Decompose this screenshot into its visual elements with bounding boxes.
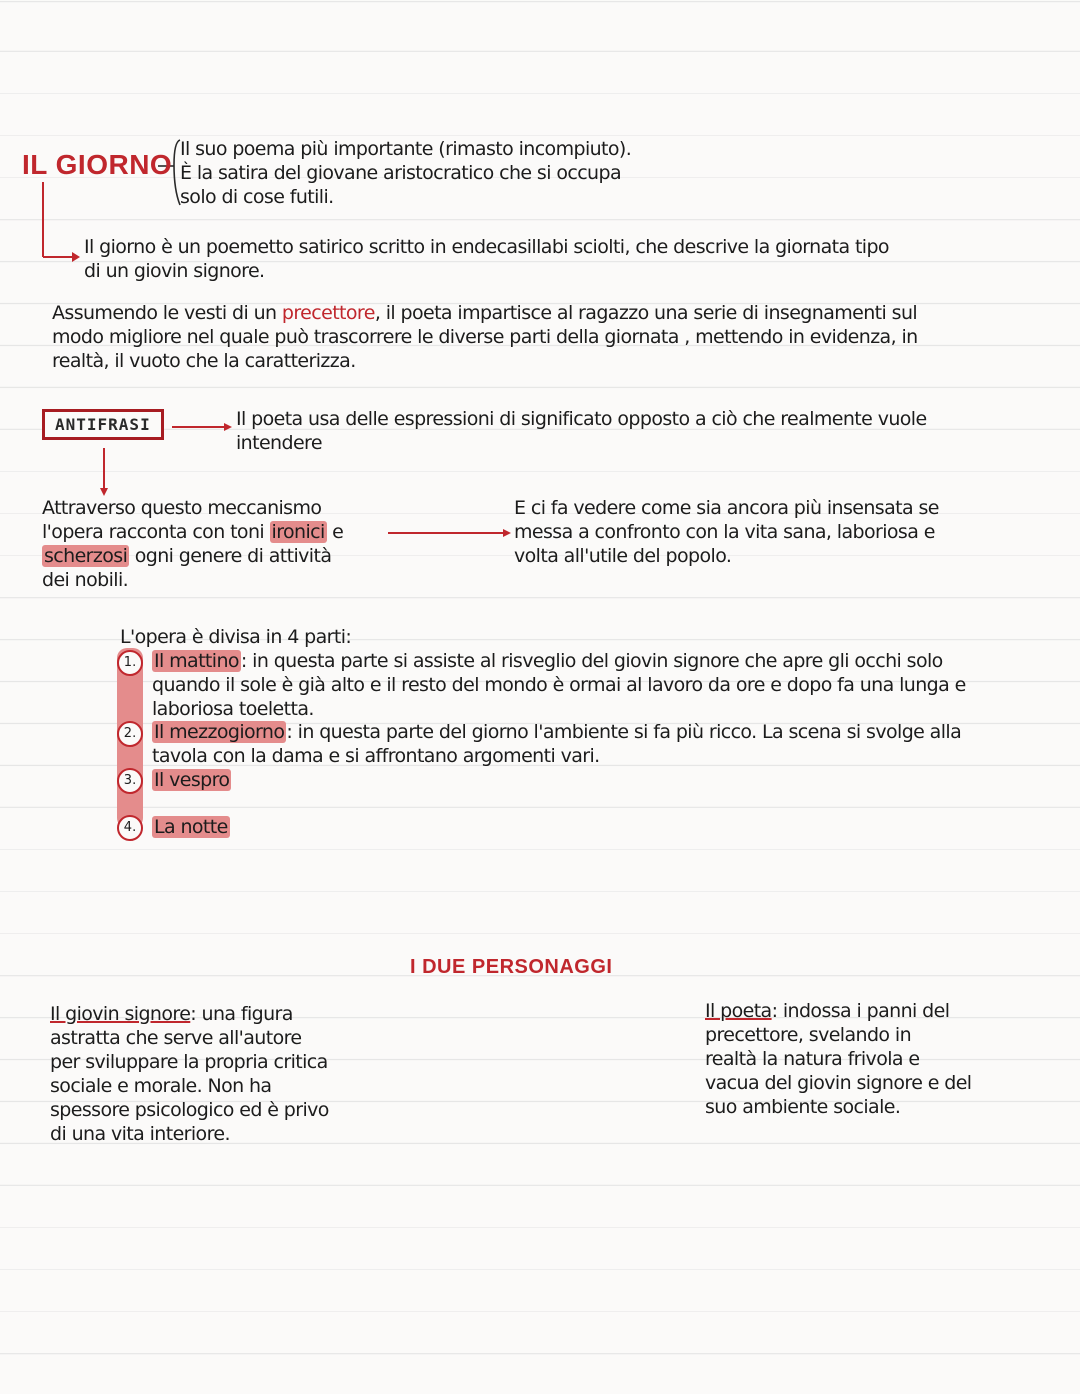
paragraph-line-3: realtà, il vuoto che la caratterizza.: [52, 350, 356, 372]
right-character-2: precettore, svelando in: [705, 1024, 912, 1046]
part-title: Il vespro: [154, 769, 230, 791]
intro-arrowhead: [72, 252, 80, 262]
part-1-line-1: [152, 649, 943, 673]
part-2-line-1: [152, 720, 961, 744]
part-3-line-1: [152, 768, 231, 792]
right-character-1: [705, 999, 949, 1023]
header-note-3: solo di cose futili.: [180, 186, 334, 208]
character-name: Il giovin signore: [50, 1003, 191, 1025]
header-note-2: È la satira del giovane aristocratico che si occupa: [180, 162, 622, 184]
character-text: : una figura: [190, 1003, 293, 1025]
parts-heading: L'opera è divisa in 4 parti:: [120, 626, 352, 648]
part-text: : in questa parte del giorno l'ambiente si fa più ricco. La scena si svolge alla: [286, 721, 962, 743]
paragraph-line-2: modo migliore nel quale può trascorrere le diverse parti della giornata , mettendo in evidenza, in: [52, 326, 918, 348]
left-character-4: sociale e morale. Non ha: [50, 1075, 272, 1097]
paragraph-text: , il poeta impartisce al ragazzo una serie di insegnamenti sul: [374, 302, 918, 324]
right-character-5: suo ambiente sociale.: [705, 1096, 901, 1118]
intro-line-1: Il giorno è un poemetto satirico scritto in endecasillabi sciolti, che descrive la giornata tipo: [84, 236, 889, 258]
mechanism-right-3: volta all'utile del popolo.: [514, 545, 732, 567]
left-character-1: [50, 1002, 293, 1026]
mechanism-left-3: [42, 544, 331, 568]
mechanism-text: ogni genere di attività: [129, 545, 332, 567]
part-number-4: 4.: [117, 815, 143, 841]
mechanism-left-2: [42, 520, 343, 544]
mechanism-text: e: [326, 521, 344, 543]
page-title: IL GIORNO: [22, 149, 173, 180]
part-4-line-1: [152, 815, 230, 839]
left-character-2: astratta che serve all'autore: [50, 1027, 302, 1049]
character-text: : indossa i panni del: [771, 1000, 950, 1022]
ironici-highlight: ironici: [271, 521, 325, 543]
antifrasi-def-2: intendere: [236, 432, 322, 454]
part-text: : in questa parte si assiste al risveglio del giovin signore che apre gli occhi solo: [240, 650, 943, 672]
antifrasi-arrowhead: [224, 423, 232, 431]
part-title: La notte: [154, 816, 228, 838]
mechanism-right-1: E ci fa vedere come sia ancora più insensata se: [514, 497, 939, 519]
left-character-5: spessore psicologico ed è privo: [50, 1099, 329, 1121]
left-character-3: per sviluppare la propria critica: [50, 1051, 328, 1073]
paragraph-text: Assumendo le vesti di un: [52, 302, 282, 324]
character-name: Il poeta: [705, 1000, 772, 1022]
part-title: Il mattino: [154, 650, 239, 672]
characters-heading: I DUE PERSONAGGI: [410, 956, 613, 978]
right-character-4: vacua del giovin signore e del: [705, 1072, 972, 1094]
intro-line-2: di un giovin signore.: [84, 260, 265, 282]
mechanism-left-4: dei nobili.: [42, 569, 129, 591]
antifrasi-def-1: Il poeta usa delle espressioni di significato opposto a ciò che realmente vuole: [236, 408, 927, 430]
right-character-3: realtà la natura frivola e: [705, 1048, 920, 1070]
header-note-1: Il suo poema più importante (rimasto incompiuto).: [180, 138, 632, 160]
mechanism-text: l'opera racconta con toni: [42, 521, 270, 543]
part-1-line-3: laboriosa toeletta.: [152, 698, 314, 720]
antifrasi-down-arrowhead: [100, 488, 108, 496]
part-2-line-2: tavola con la dama e si affrontano argomenti vari.: [152, 745, 600, 767]
antifrasi-box: ANTIFRASI: [42, 409, 164, 440]
mechanism-arrowhead: [503, 529, 511, 537]
part-1-line-2: quando il sole è già alto e il resto del mondo è ormai al lavoro da ore e dopo fa una lunga e: [152, 674, 966, 696]
mechanism-left-1: Attraverso questo meccanismo: [42, 497, 322, 519]
mechanism-right-2: messa a confronto con la vita sana, laboriosa e: [514, 521, 935, 543]
left-character-6: di una vita interiore.: [50, 1123, 230, 1145]
paragraph-line-1: [52, 301, 917, 325]
part-title: Il mezzogiorno: [154, 721, 285, 743]
scherzosi-highlight: scherzosi: [44, 545, 128, 567]
precettore-highlight: precettore: [281, 302, 375, 324]
part-number-3: 3.: [117, 768, 143, 794]
part-number-1: 1.: [117, 650, 143, 676]
part-number-2: 2.: [117, 721, 143, 747]
